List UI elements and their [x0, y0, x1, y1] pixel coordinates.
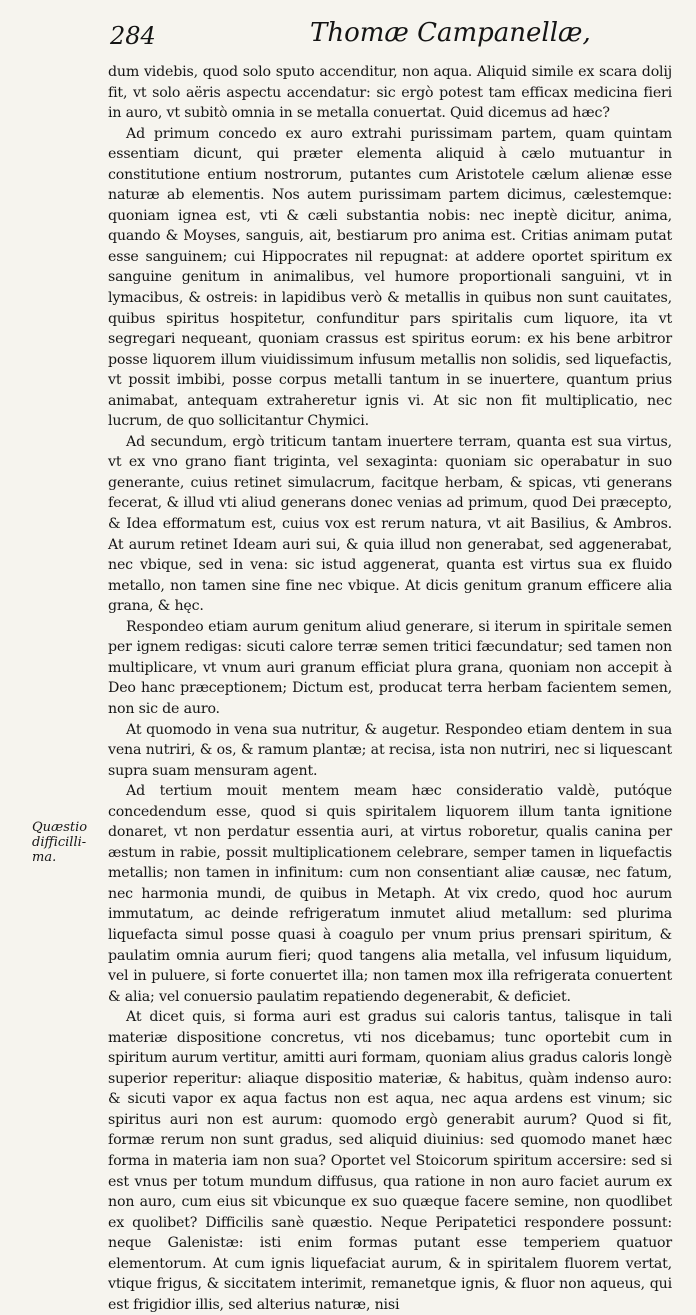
body-text — [108, 62, 672, 1315]
margin-note: Quæstio difficilli- ma. — [32, 820, 88, 865]
paragraph-4: Respondeo etiam aurum genitum aliud generare, si iterum in spiritale semen per ignem redigas: sicuti calore terræ semen tritici fæcundatur; sed tamen non multiplicare, vt vnum auri granum efficiat plura grana, quoniam non accepit à Deo hanc præceptionem; Dictum est, producat terra herbam facientem semen, non sic de auro. — [108, 618, 672, 717]
page-number: 284 — [110, 22, 156, 50]
paragraph-5: At quomodo in vena sua nutritur, & augetur. Respondeo etiam dentem in sua vena nutriri, & os, & ramum plantæ; at recisa, ista non nutriri, nec si liquescant supra suam mensuram agent. — [108, 721, 672, 779]
paragraph-6: Ad tertium mouit mentem meam hæc consideratio valdè, putóque concedendum esse, quod si quis spiritalem liquorem illum tanta ignitione donaret, vt non perdatur essentia auri, at virtus roboretur, qualis canina per æstum in rabie, possit multiplicationem celebrare, semper tamen in liquefactis metallis; non tamen in infinitum: cum non consentiant aliæ causæ, nec fatum, nec harmonia mundi, de quibus in Metaph. At vix credo, quod hoc aurum immutatum, ac deinde refrigeratum inmutet aliud metallum: sed plurima liquefacta simul posse quasi à coagulo per vnum prius prensari spiritum, & paulatim omnia aurum fieri; quod tangens alia metalla, vel infusum liquidum, vel in puluere, si forte conuertet illa; non tamen mox illa refrigerata conuertent & alia; vel conuersio paulatim repatiendo degenerabit, & deficiet. — [108, 783, 672, 1005]
running-title: Thomæ Campanellæ, — [310, 18, 591, 48]
paragraph-2: Ad primum concedo ex auro extrahi purissimam partem, quam quintam essentiam dicunt, qui præter elementa aliquid à cælo mutuantur in constitutione entium nostrorum, putantes cum Aristotele cælum alienæ esse naturæ ab elementis. Nos autem purissimam partem dicimus, cælestemque: quoniam ignea est, vti & cæli substantia nobis: nec ineptè dicitur, anima, quando & Moyses, sanguis, ait, bestiarum pro anima est. Critias animam putat esse sanguinem; cui Hippocrates nil repugnat: at addere oportet spiritum ex sanguine genitum in animalibus, vel humore proportionali sanguini, vt in lymacibus, & ostreis: in lapidibus verò & metallis in quibus non sunt cauitates, quibus spiritus hospitetur, confunditur pars spiritalis cum liquore, ita vt segregari nequeant, quoniam crassus est spiritus eorum: ex his bene arbitror posse liquorem illum viuidissimum infusum metallis non solidis, sed liquefactis, vt possit imbibi, posse corpus metalli tantum in se inuertere, quantum prius animabat, antequam extraheretur ignis vi. At sic non fit multiplicatio, nec lucrum, de quo sollicitantur Chymici. — [108, 125, 672, 430]
paragraph-1: dum videbis, quod solo sputo accenditur, non aqua. Aliquid simile ex scara dolij fit, vt solo aëris aspectu accendatur: sic ergò potest tam efficax medicina fieri in auro, vt subitò omnia in se metalla conuertat. Quid dicemus ad hæc? — [108, 64, 672, 122]
page-header — [110, 16, 690, 56]
paragraph-3: Ad secundum, ergò triticum tantam inuertere terram, quanta est sua virtus, vt ex vno grano fiant triginta, vel sexaginta: quoniam sic operabatur in suo generante, cuius retinet simulacrum, facitque herbam, & spicas, vti generans fecerat, & illud vti aliud generans donec venias ad primum, quod Dei præcepto, & Idea efformatum est, cuius vox est rerum natura, vt ait Basilius, & Ambros. At aurum retinet Ideam auri sui, & quia illud non generabat, sed aggenerabat, nec vbique, sed in vena: sic istud aggenerat, quanta est virtus sua ex fluido metallo, non tamen sine fine nec vbique. At dicis genitum granum efficere alia grana, & hęc. — [108, 433, 672, 615]
paragraph-7: At dicet quis, si forma auri est gradus sui caloris tantus, talisque in tali materiæ dispositione concretus, vti nos dicebamus; tunc oportebit cum in spiritum aurum vertitur, amitti auri formam, quoniam alius gradus caloris longè superior reperitur: aliaque dispositio materiæ, & habitus, quàm indenso auro: & sicuti vapor ex aqua factus non est aqua, nec aqua ardens est vinum; sic spiritus auri non est aurum: quomodo ergò generabit aurum? Quod si fit, formæ rerum non sunt gradus, sed aliquid diuinius: sed quomodo manet hæc forma in materia iam non sua? Oportet vel Stoicorum spiritum accersire: sed si est vnus per totum mundum diffusus, qua ratione in non auro faciet aurum ex non auro, cum eius sit vbicunque ex suo quæque facere semine, non quodlibet ex quolibet? Difficilis sanè quæstio. Neque Peripatetici respondere possunt: neque Galenistæ: isti enim formas putant esse temperiem quatuor elementorum. At cum ignis liquefaciat aurum, & in spiritalem fluorem vertat, vtique frigus, & siccitatem interimit, remanetque ignis, & fluor non aqueus, qui est frigidior illis, sed alterius naturæ, nisi — [108, 1009, 672, 1313]
